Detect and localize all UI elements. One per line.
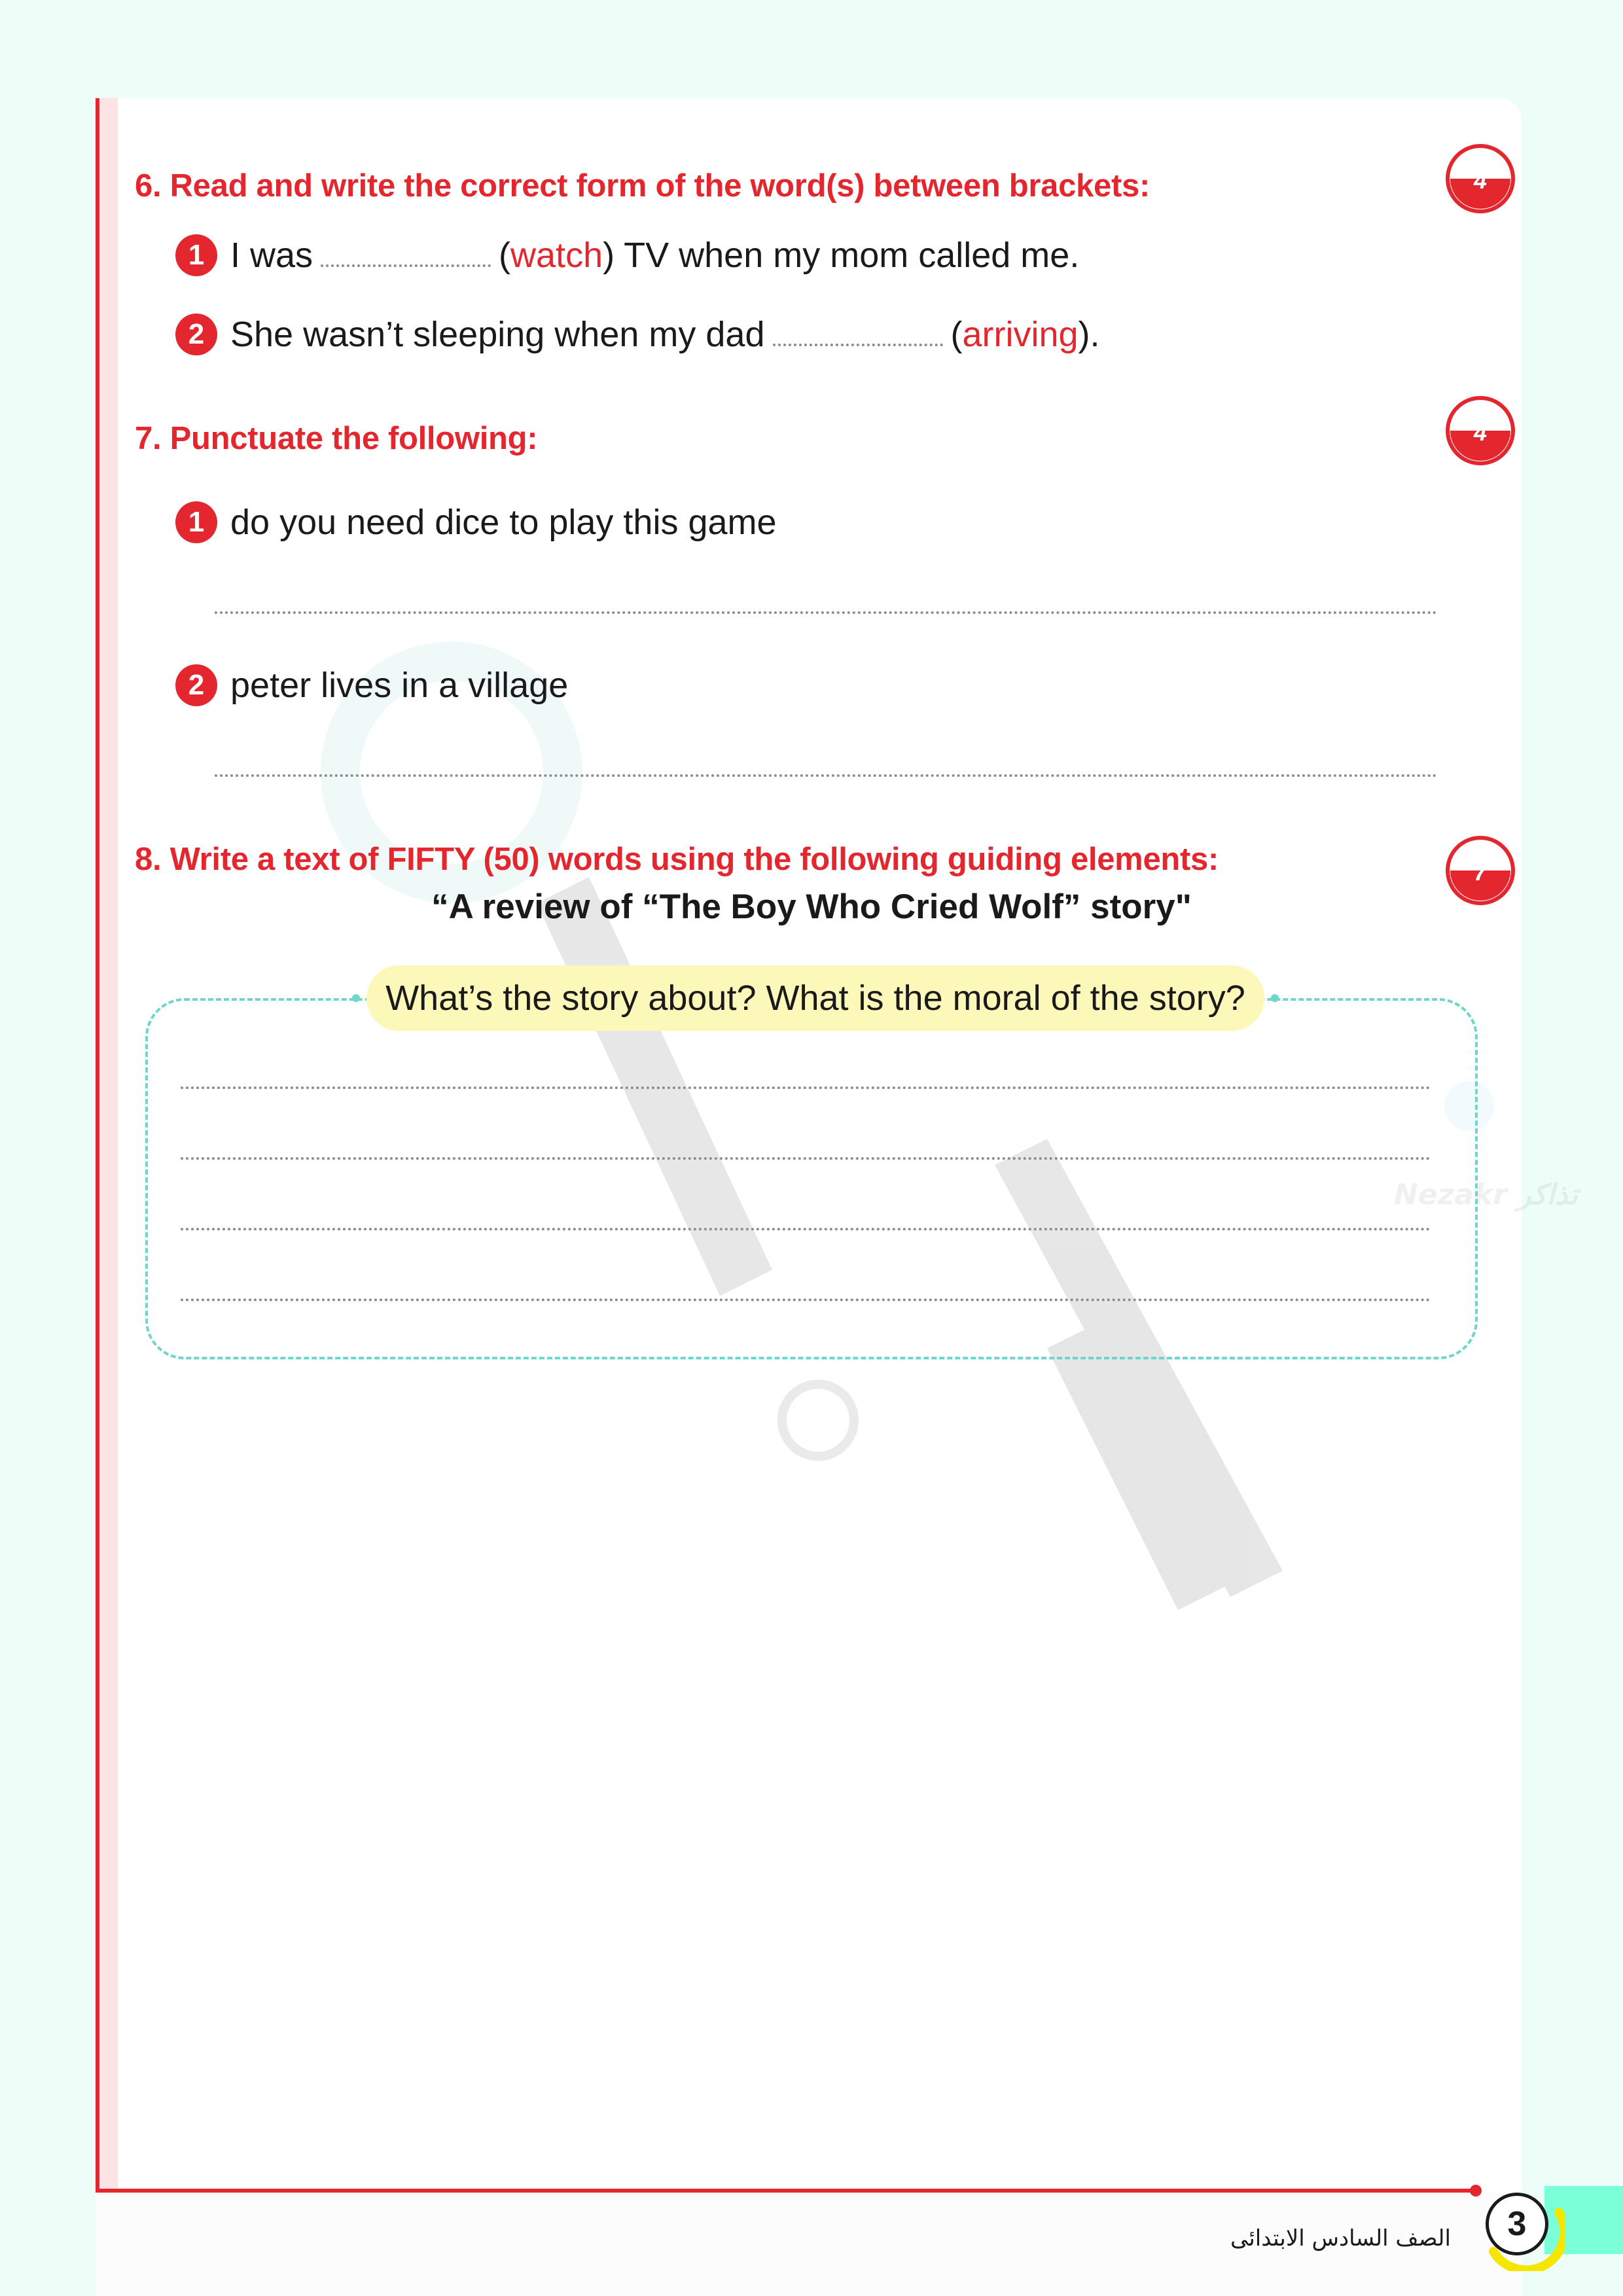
page-number: 3	[1486, 2193, 1548, 2255]
guiding-elements-pill: What’s the story about? What is the moral of the story?	[366, 965, 1264, 1031]
margin-line	[96, 98, 99, 2193]
question-7-item-1	[175, 499, 777, 545]
question-7-item-2	[175, 662, 568, 708]
bracket-open: (	[499, 236, 511, 275]
writing-box	[145, 998, 1478, 1359]
question-6-title: 6. Read and write the correct form of the word(s) between brackets:	[135, 168, 1150, 204]
item-text-before: I was	[230, 236, 313, 275]
grade-label: الصف السادس الابتدائى	[1230, 2225, 1451, 2251]
answer-line[interactable]	[215, 611, 1437, 614]
bracket-close: ).	[1078, 315, 1100, 354]
answer-line[interactable]	[215, 774, 1437, 777]
writing-line[interactable]	[181, 1086, 1431, 1089]
pill-dot-right	[1271, 994, 1279, 1002]
answer-blank[interactable]	[773, 344, 943, 346]
item-number-badge: 2	[175, 314, 217, 355]
writing-line[interactable]	[181, 1299, 1431, 1301]
question-7-marks-badge	[1442, 393, 1518, 469]
bracket-close: )	[603, 236, 615, 275]
question-6-item-1	[175, 232, 1079, 278]
bracket-word: watch	[510, 236, 603, 275]
item-text: peter lives in a village	[230, 666, 569, 705]
question-8-marks: 7	[1473, 859, 1488, 886]
pill-dot-left	[352, 994, 360, 1002]
item-number-badge: 2	[175, 664, 217, 706]
question-8-title: 8. Write a text of FIFTY (50) words using the following guiding elements:	[135, 842, 1219, 877]
item-number-badge: 1	[175, 234, 217, 276]
question-7-title: 7. Punctuate the following:	[135, 421, 538, 456]
question-6-marks: 4	[1473, 167, 1488, 194]
bracket-word: arriving	[962, 315, 1079, 354]
item-text-after: TV when my mom called me.	[615, 236, 1080, 275]
answer-blank[interactable]	[321, 264, 491, 267]
writing-line[interactable]	[181, 1157, 1431, 1160]
question-7-marks: 4	[1473, 419, 1488, 446]
question-6-marks-badge	[1442, 141, 1518, 217]
item-number-badge: 1	[175, 501, 217, 543]
bottom-rule	[96, 2189, 1476, 2193]
question-6-item-2	[175, 312, 1100, 357]
bracket-open: (	[950, 315, 963, 354]
writing-line[interactable]	[181, 1228, 1431, 1230]
item-text-before: She wasn’t sleeping when my dad	[230, 315, 765, 354]
question-8-subtitle: “A review of “The Boy Who Cried Wolf” story"	[431, 888, 1192, 926]
item-text: do you need dice to play this game	[230, 503, 777, 542]
watermark-text: تذاكر	[1517, 1178, 1578, 1211]
